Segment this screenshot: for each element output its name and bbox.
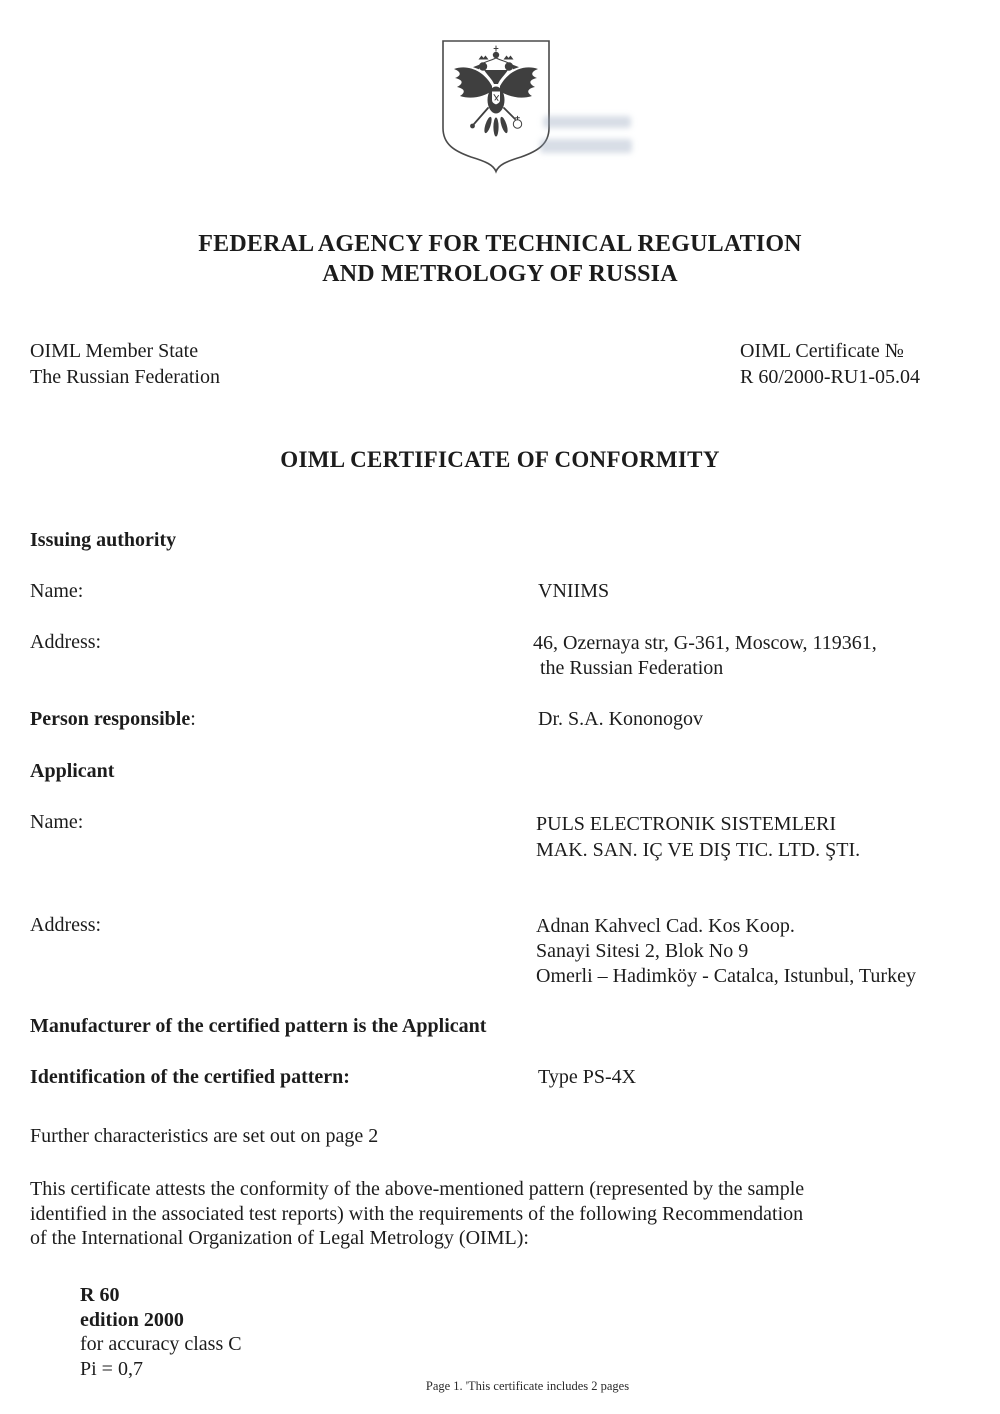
issuing-address-value	[533, 631, 877, 681]
document-title: OIML CERTIFICATE OF CONFORMITY	[280, 447, 720, 472]
person-responsible-value: Dr. S.A. Kononogov	[538, 708, 704, 730]
applicant-name-line2: MAK. SAN. IÇ VE DIŞ TIC. LTD. ŞTI.	[536, 839, 861, 861]
member-state-block	[30, 338, 220, 390]
scan-watermark	[543, 116, 631, 128]
certificate-number-label: OIML Certificate №	[740, 340, 904, 362]
recommendation-pi-value: Pi = 0,7	[80, 1357, 143, 1380]
identification-value: Type PS-4X	[538, 1066, 637, 1088]
applicant-address-line2: Sanayi Sitesi 2, Blok No 9	[536, 940, 749, 962]
certificate-number-value: R 60/2000-RU1-05.04	[740, 366, 920, 388]
person-responsible-label: Person responsible:	[30, 708, 196, 730]
attestation-line3: of the International Organization of Legal Metrology (OIML):	[30, 1227, 529, 1249]
page-footer-note: Page 1. 'This certificate includes 2 pages	[425, 1379, 630, 1393]
scan-watermark	[540, 139, 632, 153]
applicant-name-value	[536, 811, 860, 863]
applicant-address-value	[536, 914, 916, 989]
attestation-line1: This certificate attests the conformity of the above-mentioned pattern (represented by the sample	[30, 1178, 805, 1200]
double-headed-eagle-icon	[436, 38, 556, 174]
recommendation-code: R 60	[80, 1284, 120, 1306]
applicant-heading: Applicant	[30, 760, 115, 782]
issuing-name-label: Name:	[30, 580, 84, 602]
identification-label: Identification of the certified pattern:	[30, 1066, 350, 1088]
member-state-label: OIML Member State	[30, 340, 199, 362]
manufacturer-statement: Manufacturer of the certified pattern is the Applicant	[30, 1015, 487, 1037]
agency-name-line2: AND METROLOGY OF RUSSIA	[322, 261, 678, 287]
applicant-address-label: Address:	[30, 914, 102, 936]
applicant-name-label: Name:	[30, 811, 84, 833]
applicant-address-line3: Omerli – Hadimköy - Catalca, Istunbul, Turkey	[536, 965, 916, 987]
issuing-address-line1: 46, Ozernaya str, G-361, Moscow, 119361,	[533, 632, 877, 654]
recommendation-edition: edition 2000	[80, 1308, 184, 1331]
russia-coat-of-arms	[436, 38, 556, 174]
member-state-value: The Russian Federation	[30, 366, 220, 388]
applicant-address-line1: Adnan Kahvecl Cad. Kos Koop.	[536, 915, 795, 937]
applicant-name-line1: PULS ELECTRONIK SISTEMLERI	[536, 813, 836, 835]
certificate-number-block	[740, 338, 920, 390]
further-characteristics-note: Further characteristics are set out on page 2	[30, 1125, 379, 1147]
issuing-address-line2: the Russian Federation	[540, 657, 724, 679]
attestation-line2: identified in the associated test reports) with the requirements of the following Recommendation	[30, 1202, 804, 1225]
attestation-paragraph	[30, 1177, 804, 1251]
agency-header	[0, 229, 1000, 289]
issuing-authority-heading: Issuing authority	[30, 529, 177, 551]
issuing-name-value: VNIIMS	[538, 580, 610, 602]
issuing-address-label: Address:	[30, 631, 102, 653]
agency-name-line1: FEDERAL AGENCY FOR TECHNICAL REGULATION	[198, 231, 802, 257]
recommendation-accuracy-class: for accuracy class C	[80, 1333, 242, 1356]
recommendation-block	[80, 1283, 242, 1381]
